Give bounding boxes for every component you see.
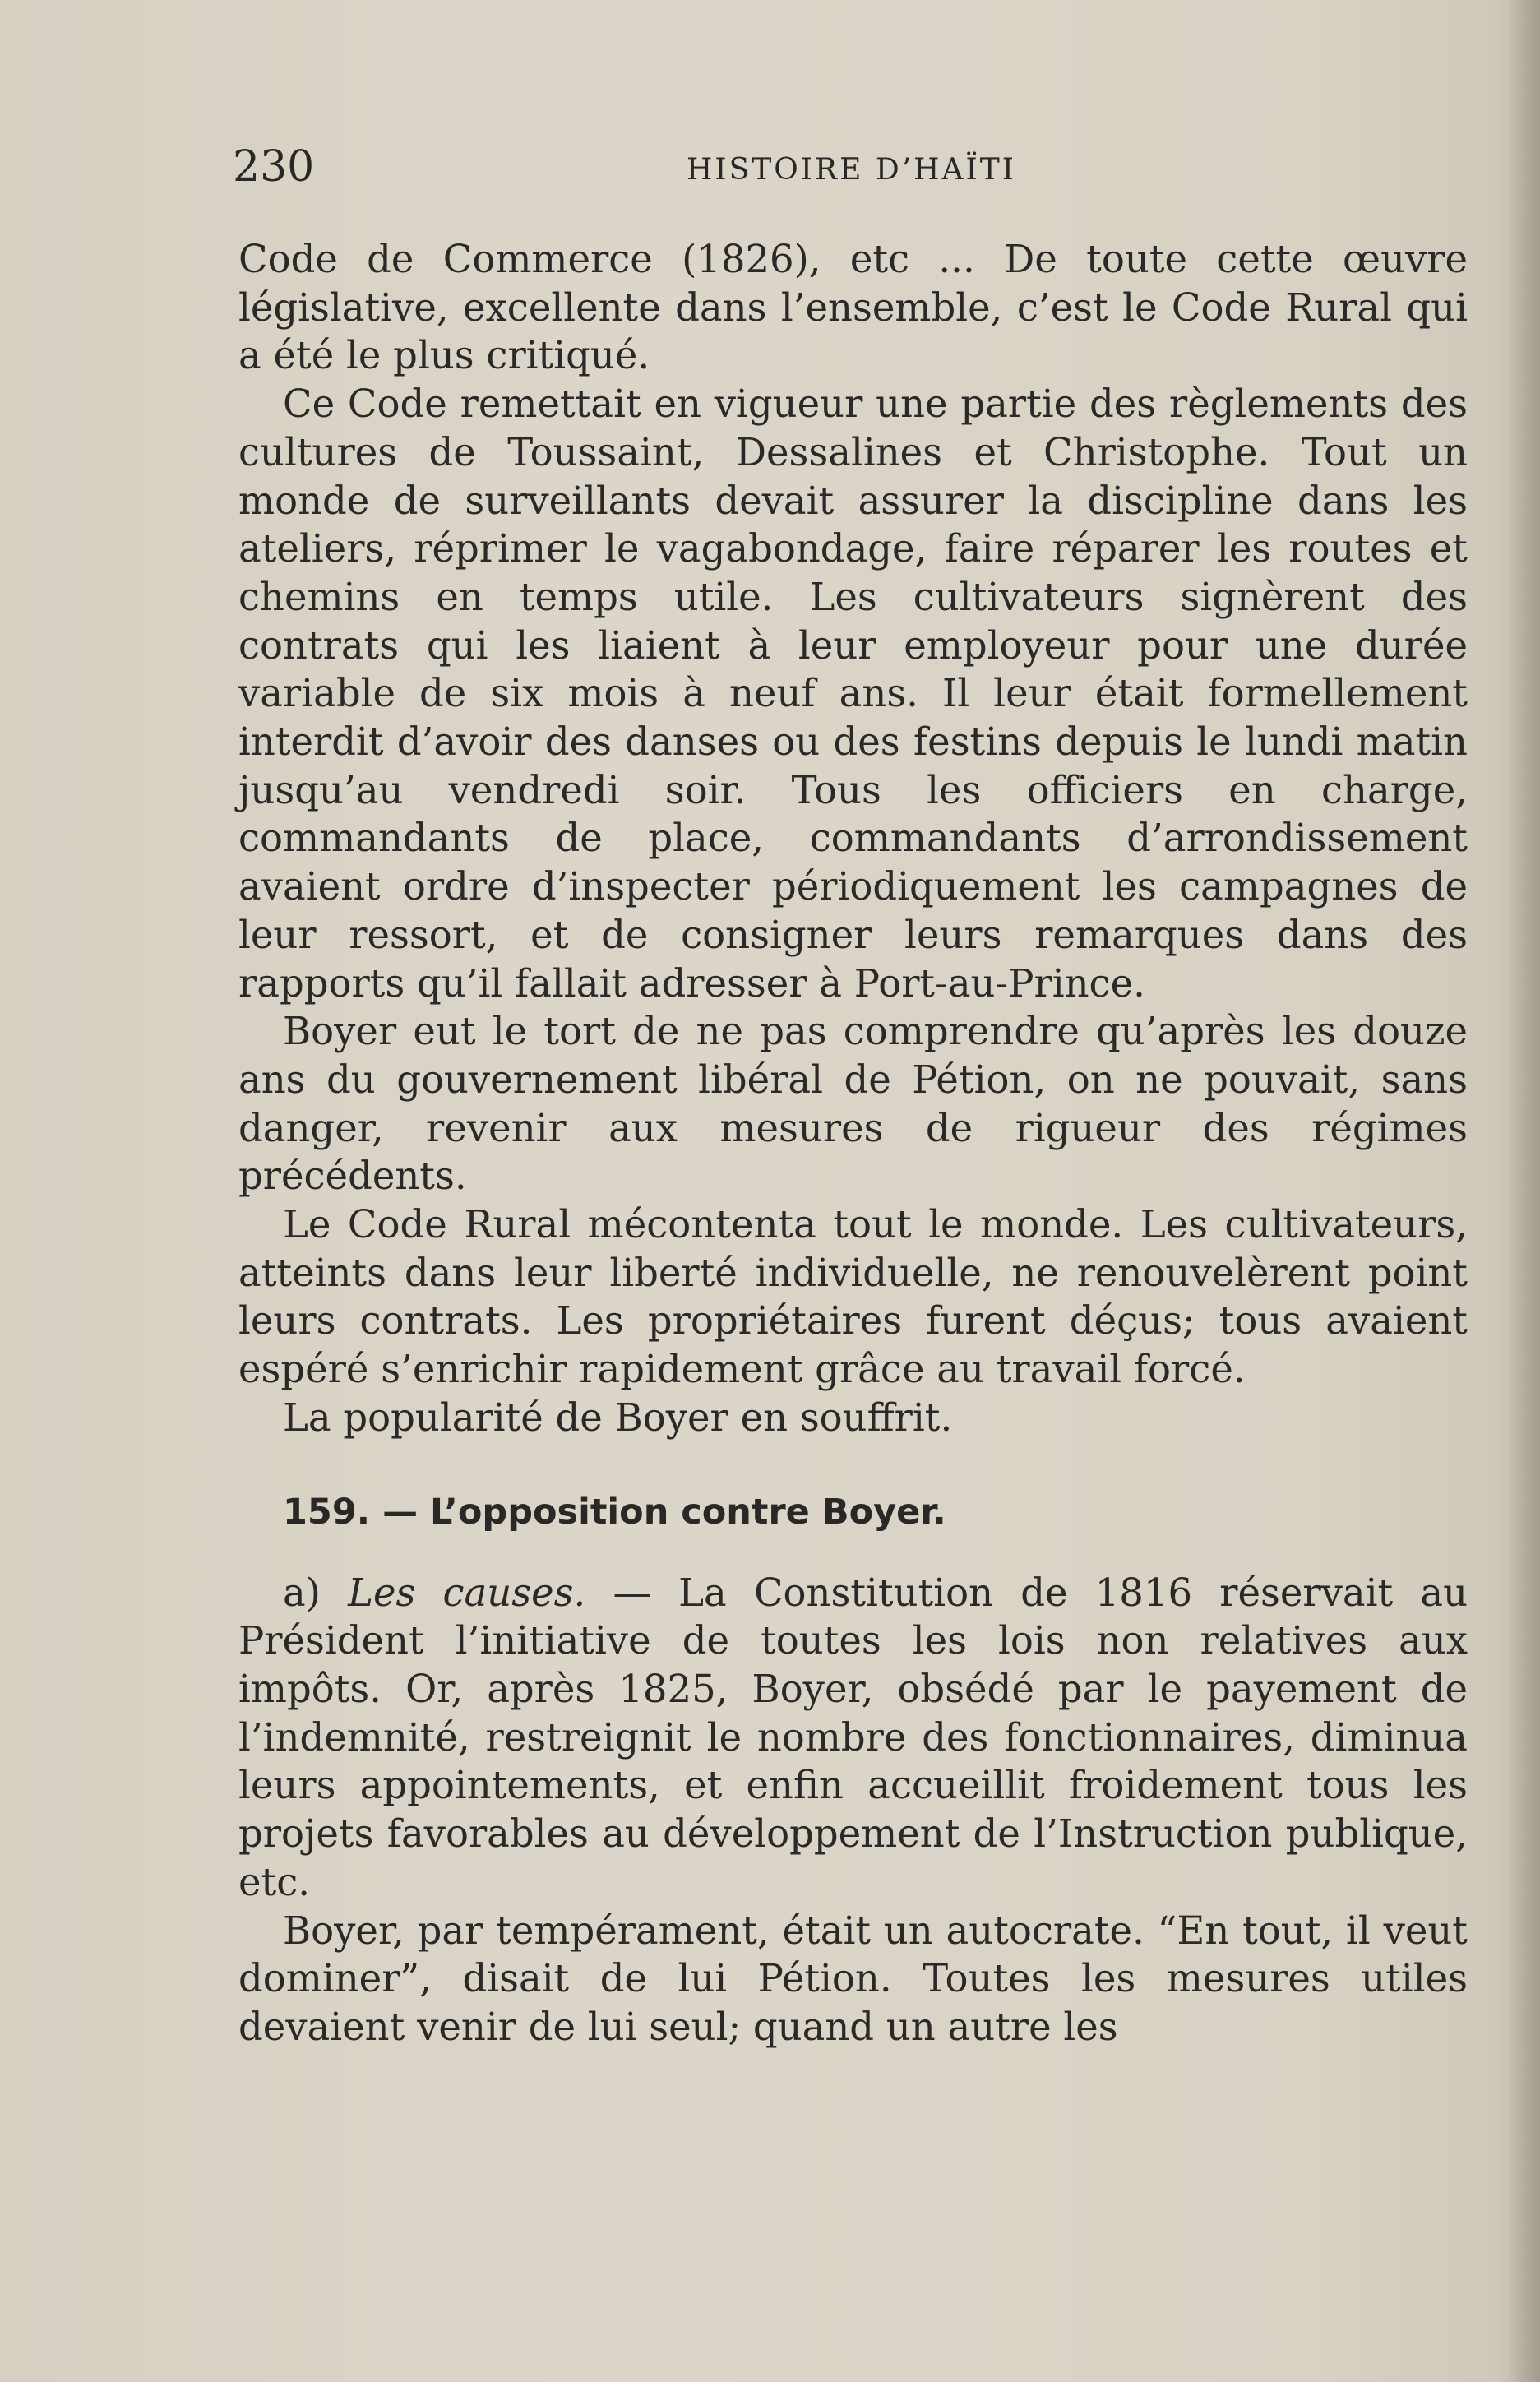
page-edge-shadow: [1507, 0, 1540, 2382]
subsection-paragraph: [238, 1569, 1468, 1907]
running-title: HISTOIRE D’HAÏTI: [686, 153, 1016, 187]
paragraph: Boyer, par tempérament, était un autocrate. “En tout, il veut dominer”, disait de lui Pétion. Toutes les mesures utiles devaient venir de lui seul; quand un autre les: [238, 1908, 1468, 2049]
subsection-title: Les causes.: [348, 1570, 586, 1615]
page-number: 230: [233, 142, 315, 192]
subsection-text: — La Constitution de 1816 réservait au Président l’initiative de toutes les lois non relatives aux impôts. Or, après 1825, Boyer, obsédé par le payement de l’indemnité, restreignit le nombre des fonctionnaires, diminua leurs appointements, et enfin accueillit froidement tous les projets favorables au développement de l’Instruction publique, etc.: [238, 1570, 1468, 1904]
paragraph: La popularité de Boyer en souffrit.: [283, 1395, 953, 1440]
paragraph: Code de Commerce (1826), etc ... De toute cette œuvre législative, excellente dans l’ensemble, c’est le Code Rural qui a été le plus critiqué.: [238, 237, 1468, 378]
section-title: 159. — L’opposition contre Boyer.: [283, 1491, 946, 1533]
paragraph: Boyer eut le tort de ne pas comprendre qu’après les douze ans du gouvernement libéral de Pétion, on ne pouvait, sans danger, revenir aux mesures de rigueur des régimes précédents.: [238, 1009, 1468, 1199]
paragraph: Le Code Rural mécontenta tout le monde. Les cultivateurs, atteints dans leur liberté individuelle, ne renouvelèrent point leurs contrats. Les propriétaires furent déçus; tous avaient espéré s’enrichir rapidement grâce au travail forcé.: [238, 1202, 1468, 1392]
page-header: [233, 138, 1470, 196]
subsection-label: a): [283, 1570, 321, 1615]
paragraph: Ce Code remettait en vigueur une partie des règlements des cultures de Toussaint, Dessalines et Christophe. Tout un monde de surveillants devait assurer la discipline dans les ateliers, réprimer le vagabondage, faire réparer les routes et chemins en temps utile. Les cultivateurs signèrent des contrats qui les liaient à leur employeur pour une durée variable de six mois à neuf ans. Il leur était formellement interdit d’avoir des danses ou des festins depuis le lundi matin jusqu’au vendredi soir. Tous les officiers en charge, commandants de place, commandants d’arrondissement avaient ordre d’inspecter périodiquement les campagnes de leur ressort, et de consigner leurs remarques dans des rapports qu’il fallait adresser à Port-au-Prince.: [238, 382, 1468, 1006]
body-text: [238, 235, 1468, 2051]
